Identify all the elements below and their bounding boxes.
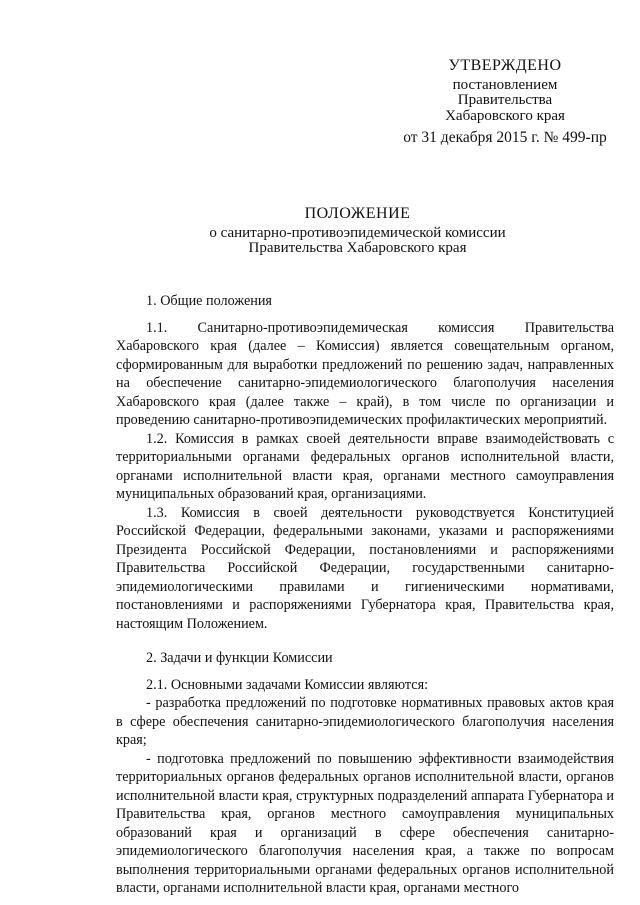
approval-line: Правительства	[457, 92, 553, 108]
document-subtitle: о санитарно-противоэпидемической комиссии	[209, 224, 506, 241]
document-type: ПОЛОЖЕНИЕ	[304, 205, 411, 222]
paragraph: 1.3. Комиссия в своей деятельности руководствуется Конституцией Российской Федерации, федеральными законами, указами и распоряжениями Президента Российской Федерации, постановлениями и распоряжениями Правительства Российской Федерации, государственными санитарно-эпидемиологическими правилами и гигиеническими нормативами, постановлениями и распоряжениями Губернатора края, Правительства края, настоящим Положением.	[116, 504, 614, 632]
list-item: - подготовка предложений по повышению эффективности взаимодействия территориальных органов федеральных органов исполнительной власти, органов исполнительной власти края, структурных подразделений аппарата Губернатора и Правительства края, органов местного самоуправления муниципальных образований края и организаций в сфере обеспечения санитарно-эпидемиологического благополучия населения края, а также по вопросам выполнения территориальными органами федеральных органов исполнительной власти, органами исполнительной власти края, органами местного	[116, 750, 614, 896]
approval-line: Хабаровского края	[445, 107, 565, 124]
document-subtitle: Правительства Хабаровского края	[248, 240, 467, 256]
section-heading: 2. Задачи и функции Комиссии	[146, 650, 333, 666]
paragraph: 1.1. Санитарно-противоэпидемическая комиссия Правительства Хабаровского края (далее – Комиссия) является совещательным органом, сформированным для выработки предложений по решению задач, направленных на обеспечение санитарно-эпидемиологического благополучия населения Хабаровского края (далее также – край), в том числе по организации и проведению санитарно-противоэпидемических профилактических мероприятий.	[116, 319, 614, 428]
approval-block	[400, 58, 610, 146]
section-heading: 1. Общие положения	[146, 293, 272, 309]
approval-stamp: УТВЕРЖДЕНО	[448, 57, 562, 74]
paragraph: 2.1. Основными задачами Комиссии являются:	[146, 676, 429, 693]
paragraph: 1.2. Комиссия в рамках своей деятельности вправе взаимодействовать с территориальными органами федеральных органов исполнительной власти, органами исполнительной власти края, органами местного самоуправления муниципальных образований края, организациями.	[116, 430, 614, 502]
approval-line: постановлением	[452, 76, 558, 93]
document-body	[116, 292, 614, 898]
list-item: - разработка предложений по подготовке нормативных правовых актов края в сфере обеспечения санитарно-эпидемиологического благополучия населения края;	[116, 695, 614, 748]
approval-date: от 31 декабря 2015 г. № 499-пр	[403, 129, 607, 146]
document-title	[90, 206, 625, 257]
